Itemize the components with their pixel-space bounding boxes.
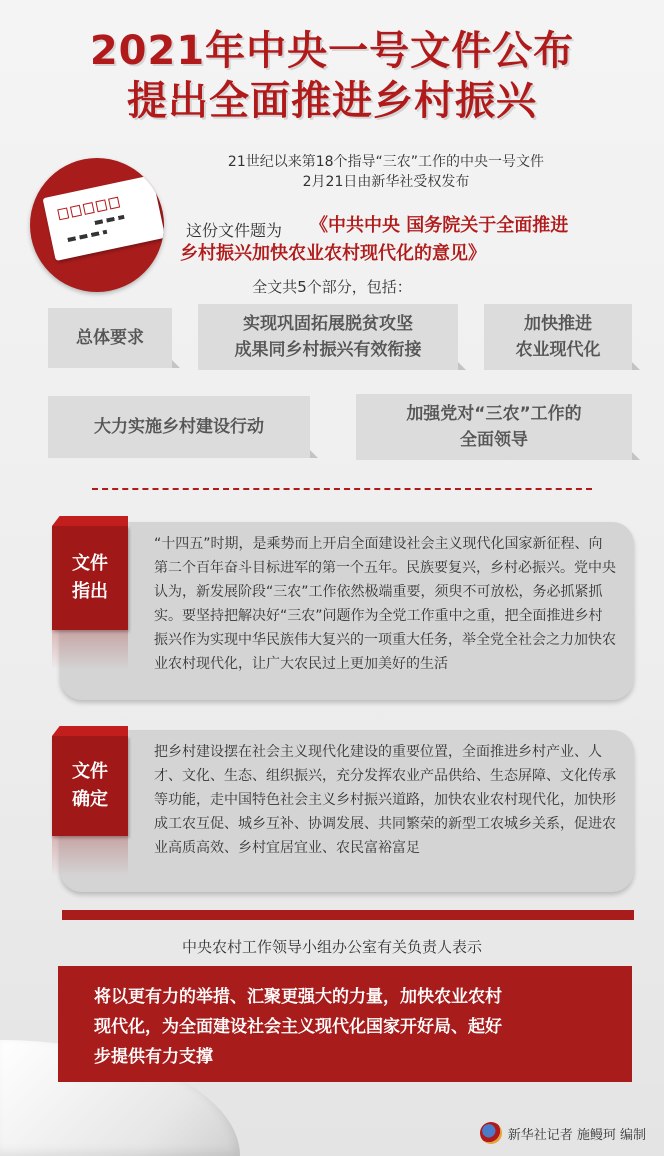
card-text: 把乡村建设摆在社会主义现代化建设的重要位置，全面推进乡村产业、人才、文化、生态、组织振兴，充分发挥农业产品供给、生态屏障、文化传承等功能，走中国特色社会主义乡村振兴道路，加快农业农村现代化，加快形成工农互促、城乡互补、协调发展、共同繁荣的新型工农城乡关系，促进农业高质高效、乡村宜居宜业、农民富裕富足 <box>154 744 616 856</box>
subtitle-line-2: 2月21日由新华社受权发布 <box>302 174 470 190</box>
part-general-requirements <box>48 308 172 368</box>
credit <box>480 1122 646 1144</box>
parts-intro: 全文共5个部分，包括： <box>252 278 412 296</box>
credit-text: 新华社记者 施鳗珂 编制 <box>507 1127 646 1143</box>
part-label: 成果同乡村振兴有效衔接 <box>234 340 422 360</box>
document-name <box>180 212 620 268</box>
tag-determines <box>52 736 128 836</box>
xinhua-logo-icon <box>480 1122 502 1144</box>
red-divider-bar <box>62 910 634 920</box>
tag-line: 确定 <box>72 789 108 810</box>
tag-shadow <box>52 836 128 876</box>
tag-points-out <box>52 526 128 630</box>
card-document-points-out <box>60 522 634 700</box>
envelope-card <box>43 175 164 261</box>
part-label: 实现巩固拓展脱贫攻坚 <box>243 314 413 334</box>
title-line-1: 2021年中央一号文件公布 <box>89 28 575 74</box>
statement-line-1: 将以更有力的举措、汇聚更强大的力量，加快农业农村 <box>94 987 502 1007</box>
statement-line-3: 步提供有力支撑 <box>94 1047 213 1067</box>
title-line-2: 提出全面推进乡村振兴 <box>127 78 537 124</box>
tag-line: 文件 <box>72 553 108 574</box>
card-document-determines <box>60 730 634 892</box>
subtitle-line-1: 21世纪以来第18个指导“三农”工作的中央一号文件 <box>227 154 545 170</box>
statement-intro: 中央农村工作领导小组办公室有关负责人表示 <box>181 938 482 956</box>
document-intro: 这份文件题为 <box>186 221 283 240</box>
part-label: 大力实施乡村建设行动 <box>94 417 264 437</box>
statement-box <box>58 966 632 1082</box>
part-rural-construction <box>48 396 310 458</box>
part-label: 加快推进 <box>524 314 592 334</box>
document-name-line-2: 乡村振兴加快农业农村现代化的意见》 <box>180 243 486 264</box>
part-label: 总体要求 <box>76 328 144 348</box>
tag-shadow <box>52 630 128 670</box>
card-text: “十四五”时期，是乘势而上开启全面建设社会主义现代化国家新征程、向第二个百年奋斗目标进军的第一个五年。民族要复兴，乡村必振兴。党中央认为，新发展阶段“三农”工作依然极端重要，须臾不可放松，务必抓紧抓实。要坚持把解决好“三农”问题作为全党工作重中之重，把全面推进乡村振兴作为实现中华民族伟大复兴的一项重大任务，举全党全社会之力加快农业农村现代化，让广大农民过上更加美好的生活 <box>154 536 616 672</box>
tag-line: 文件 <box>72 761 108 782</box>
part-poverty-alleviation <box>198 304 458 370</box>
subtitle <box>196 152 576 192</box>
part-label: 加强党对“三农”工作的 <box>406 404 582 424</box>
statement-line-2: 现代化，为全面建设社会主义现代化国家开好局、起好 <box>94 1017 502 1037</box>
envelope-icon <box>30 158 164 292</box>
page-title <box>0 26 664 126</box>
part-agricultural-modernization <box>484 304 632 370</box>
part-party-leadership <box>356 394 632 460</box>
document-name-line-1: 《中共中央 国务院关于全面推进 <box>310 215 569 236</box>
dashed-divider <box>92 488 592 490</box>
tag-line: 指出 <box>72 581 108 602</box>
part-label: 农业现代化 <box>515 340 601 360</box>
part-label: 全面领导 <box>459 430 528 450</box>
